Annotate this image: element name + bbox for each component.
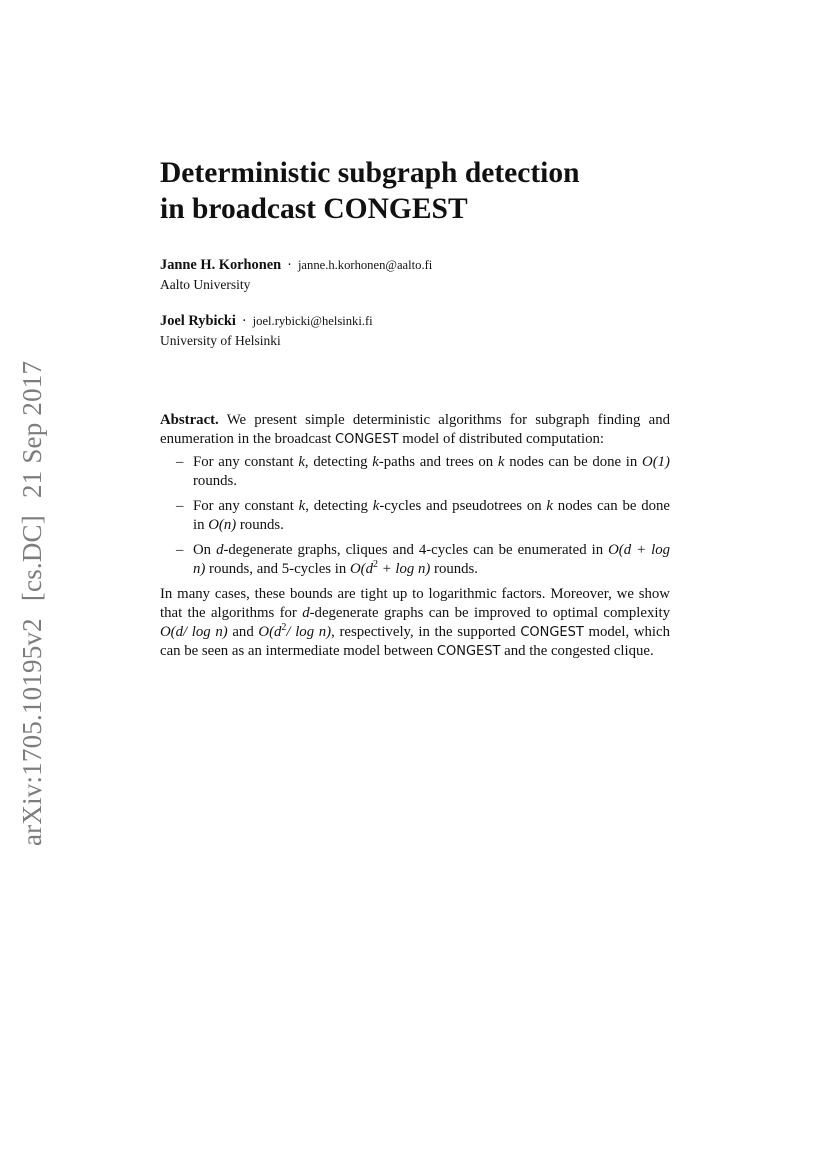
paper-title-line-2: in broadcast CONGEST — [160, 193, 468, 225]
abstract-results-list — [160, 453, 670, 579]
arxiv-identifier-stamp — [13, 356, 51, 846]
author-separator: · — [241, 313, 247, 329]
paper-title — [160, 155, 680, 227]
result-text: nodes can be done in — [504, 454, 643, 470]
author-name: Joel Rybicki — [160, 313, 236, 329]
arxiv-date: 21 Sep 2017 — [17, 360, 47, 499]
result-text: rounds. — [236, 517, 284, 533]
result-text: nodes can be done in — [193, 498, 670, 533]
author-affiliation: Aalto University — [160, 277, 251, 292]
result-text: rounds. — [430, 561, 479, 577]
arxiv-id: arXiv:1705.10195v2 — [17, 618, 47, 846]
abstract-text: In many cases, these bounds are tight up to logarithmic factors. Moreover, we show that the algorithms for — [160, 586, 670, 621]
math-expression: O(d/ log n) — [160, 624, 228, 640]
abstract-text: We present simple deterministic algorithms for subgraph finding and enumeration in the broadcast — [160, 412, 670, 447]
math-var: d — [302, 605, 310, 621]
result-text: rounds. — [193, 473, 237, 489]
math-superscript: 2 — [373, 559, 378, 571]
congest-term: CONGEST — [335, 432, 399, 447]
result-text: For any constant — [193, 498, 299, 514]
math-var: k — [372, 454, 379, 470]
result-item-cycles — [193, 497, 670, 535]
congest-term: CONGEST — [520, 625, 584, 640]
author-block-korhonen — [160, 255, 432, 295]
author-affiliation: University of Helsinki — [160, 333, 281, 348]
author-name: Janne H. Korhonen — [160, 257, 282, 273]
author-email: janne.h.korhonen@aalto.fi — [297, 258, 433, 272]
result-text: -degenerate graphs, cliques and 4-cycles can be enumerated in — [223, 542, 609, 558]
author-block-rybicki — [160, 311, 373, 351]
math-expression: O(1) — [642, 454, 670, 470]
abstract-text: , respectively, in the supported — [331, 624, 521, 640]
abstract-text: model of distributed computation: — [398, 431, 605, 447]
abstract-text: and the congested clique. — [500, 643, 654, 659]
math-var: k — [497, 454, 505, 470]
result-text: -paths and trees on — [378, 454, 498, 470]
result-text: , detecting — [304, 454, 373, 470]
math-var: k — [546, 498, 553, 514]
paper-title-line-1: Deterministic subgraph detection — [160, 157, 580, 189]
abstract-intro — [160, 411, 670, 449]
math-expression: O(n) — [208, 517, 237, 533]
author-email: joel.rybicki@helsinki.fi — [252, 314, 373, 328]
math-var: k — [372, 498, 380, 514]
abstract-label: Abstract. — [160, 412, 219, 428]
math-var: k — [298, 498, 306, 514]
congest-term: CONGEST — [436, 644, 501, 659]
result-text: rounds, and 5-cycles in — [205, 561, 350, 577]
arxiv-category: [cs.DC] — [17, 515, 47, 602]
abstract-text: and — [227, 624, 259, 640]
math-var: k — [298, 454, 305, 470]
math-expression: O(d + log n) — [193, 542, 670, 577]
math-expression: O(d — [349, 561, 373, 577]
math-expression: O(d — [258, 624, 282, 640]
abstract — [160, 411, 670, 661]
math-var: d — [216, 542, 224, 558]
result-text: For any constant — [193, 454, 299, 470]
result-item-degenerate — [193, 541, 670, 579]
result-item-paths — [193, 453, 670, 491]
math-superscript: 2 — [281, 622, 287, 634]
abstract-conclusion — [160, 585, 670, 661]
author-separator: · — [287, 257, 292, 273]
result-text: -cycles and pseudotrees on — [379, 498, 547, 514]
math-expression: + log n) — [378, 561, 431, 577]
result-text: On — [193, 542, 217, 558]
abstract-text: -degenerate graphs can be improved to optimal complexity — [309, 605, 671, 621]
result-text: , detecting — [305, 498, 373, 514]
math-expression: / log n) — [286, 624, 332, 640]
abstract-text: model, which can be seen as an intermediate model between — [160, 624, 671, 659]
